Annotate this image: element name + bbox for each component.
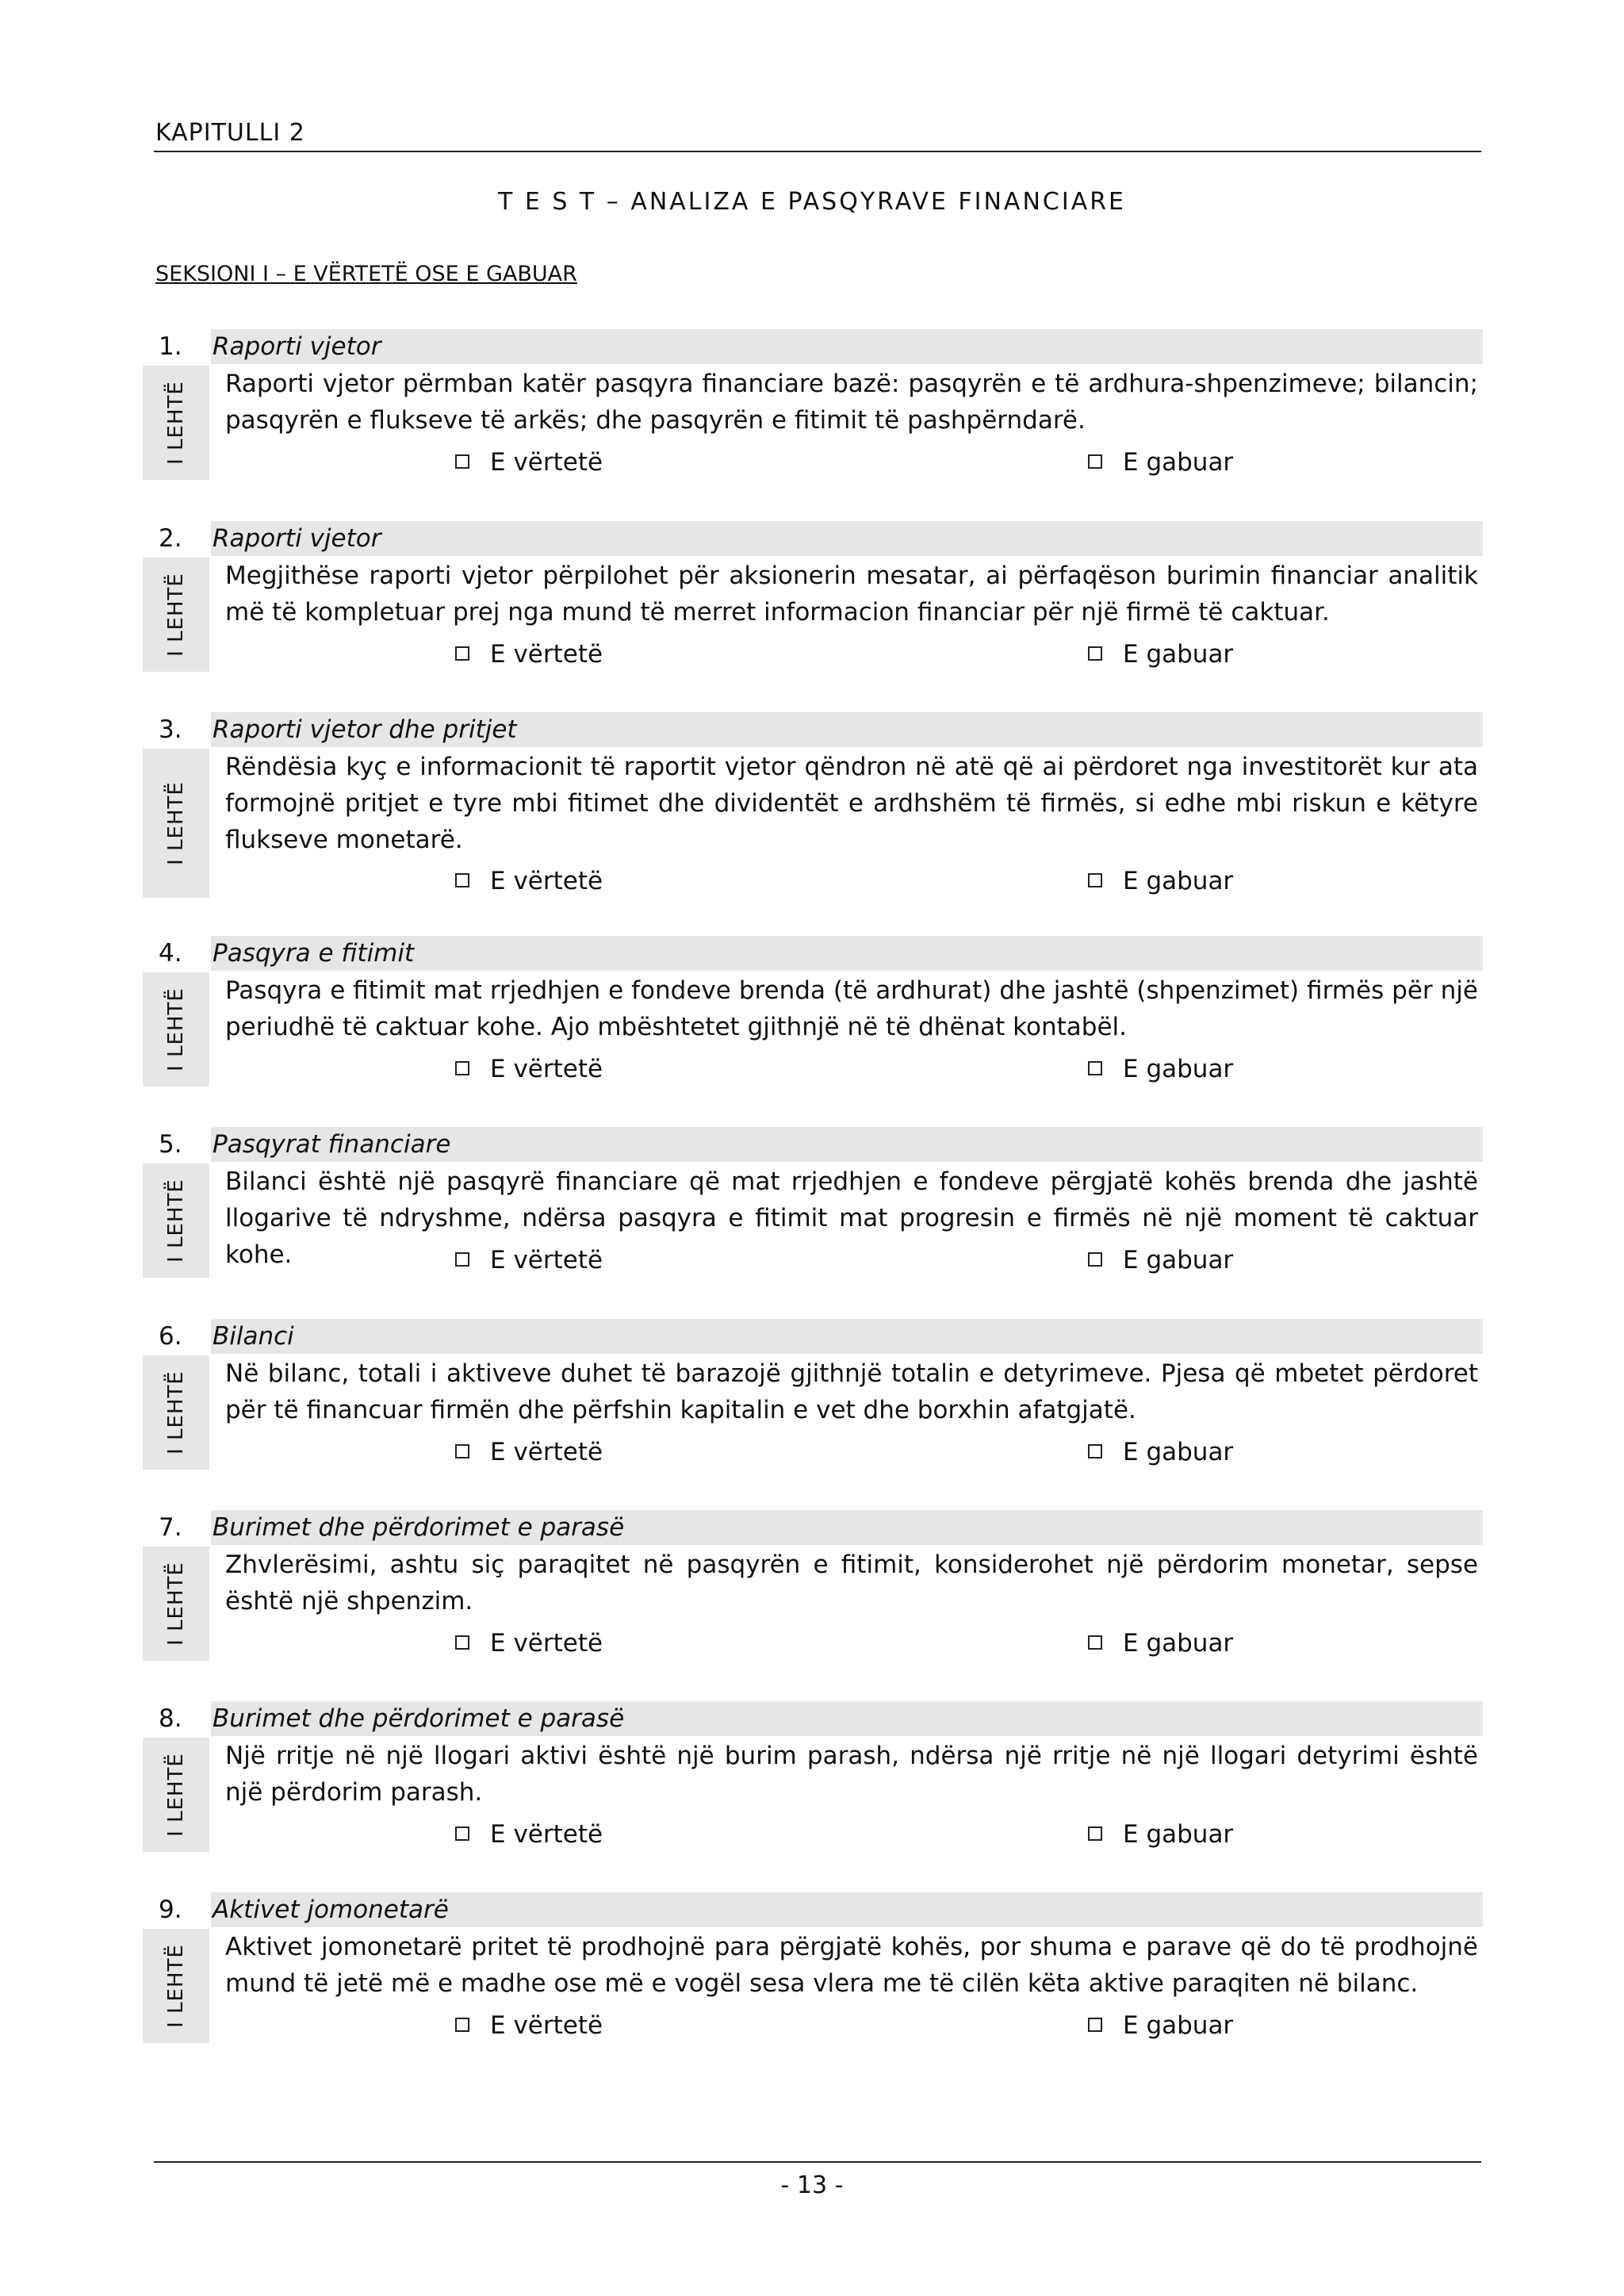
question-4 xyxy=(143,936,1483,1087)
difficulty-tag xyxy=(143,1929,209,2043)
difficulty-tag xyxy=(143,558,209,672)
question-7 xyxy=(143,1510,1483,1661)
checkbox-icon[interactable] xyxy=(1088,646,1102,661)
option-false[interactable] xyxy=(1088,2007,1233,2044)
option-true[interactable] xyxy=(455,2007,603,2044)
option-true-label: E vërtetë xyxy=(490,448,603,477)
checkbox-icon[interactable] xyxy=(1088,2018,1102,2032)
question-number: 4. xyxy=(159,939,182,968)
page-number: - 13 - xyxy=(780,2171,844,2199)
option-true-label: E vërtetë xyxy=(490,1629,603,1658)
difficulty-tag xyxy=(143,749,209,898)
checkbox-icon[interactable] xyxy=(455,1826,469,1841)
option-false-label: E gabuar xyxy=(1123,448,1234,477)
question-number: 1. xyxy=(159,332,182,361)
difficulty-label: I LEHTË xyxy=(164,1562,188,1646)
question-3 xyxy=(143,712,1483,899)
question-title: Burimet dhe përdorimet e parasë xyxy=(213,1704,625,1733)
option-false[interactable] xyxy=(1088,1242,1233,1278)
section-title: SEKSIONI I – E VËRTETË OSE E GABUAR xyxy=(155,262,577,286)
question-number: 2. xyxy=(159,524,182,553)
difficulty-label: I LEHTË xyxy=(164,1179,188,1263)
question-number: 9. xyxy=(159,1895,182,1924)
option-false-label: E gabuar xyxy=(1123,640,1234,669)
option-true-label: E vërtetë xyxy=(490,1055,603,1083)
option-false[interactable] xyxy=(1088,863,1233,899)
question-5 xyxy=(143,1127,1483,1278)
option-true-label: E vërtetë xyxy=(490,2011,603,2040)
header-rule xyxy=(154,151,1481,152)
difficulty-label: I LEHTË xyxy=(164,1753,188,1837)
question-number: 8. xyxy=(159,1704,182,1733)
difficulty-tag xyxy=(143,366,209,480)
option-false[interactable] xyxy=(1088,1051,1233,1087)
option-true[interactable] xyxy=(455,1242,603,1278)
test-title: T E S T – ANALIZA E PASQYRAVE FINANCIARE xyxy=(497,188,1127,216)
option-true[interactable] xyxy=(455,444,603,481)
option-true-label: E vërtetë xyxy=(490,867,603,895)
question-title-bar xyxy=(211,1127,1483,1162)
question-text: Aktivet jomonetarë pritet të prodhojnë para përgjatë kohës, por shuma e parave që do të prodhojnë mund të jetë më e madhe ose më e vogël sesa vlera me të cilën këta aktive paraqiten në bilanc. xyxy=(225,1933,1478,1998)
question-1 xyxy=(143,329,1483,480)
option-true[interactable] xyxy=(455,1816,603,1853)
option-false[interactable] xyxy=(1088,636,1233,673)
checkbox-icon[interactable] xyxy=(455,646,469,661)
difficulty-tag xyxy=(143,972,209,1087)
option-true-label: E vërtetë xyxy=(490,1820,603,1849)
question-title: Raporti vjetor dhe pritjet xyxy=(213,715,517,744)
checkbox-icon[interactable] xyxy=(1088,1635,1102,1650)
question-text: Në bilanc, totali i aktiveve duhet të barazojë gjithnjë totalin e detyrimeve. Pjesa që mbetet përdoret për të financuar firmën dhe përfshin kapitalin e vet dhe borxhin afatgjatë. xyxy=(225,1359,1478,1424)
question-text: Raporti vjetor përmban katër pasqyra financiare bazë: pasqyrën e të ardhura-shpenzimeve; bilancin; pasqyrën e flukseve të arkës; dhe pasqyrën e fitimit të pashpërndarë. xyxy=(225,370,1478,435)
question-title-bar xyxy=(211,1319,1483,1354)
checkbox-icon[interactable] xyxy=(1088,1444,1102,1458)
question-title-bar xyxy=(211,521,1483,556)
question-title: Pasqyrat financiare xyxy=(213,1130,451,1159)
checkbox-icon[interactable] xyxy=(455,1635,469,1650)
difficulty-label: I LEHTË xyxy=(164,1944,188,2028)
footer-rule xyxy=(154,2161,1481,2163)
checkbox-icon[interactable] xyxy=(455,454,469,469)
checkbox-icon[interactable] xyxy=(1088,873,1102,887)
checkbox-icon[interactable] xyxy=(455,2018,469,2032)
question-title: Raporti vjetor xyxy=(213,332,381,361)
chapter-heading: KAPITULLI 2 xyxy=(155,119,305,147)
option-false-label: E gabuar xyxy=(1123,1055,1234,1083)
question-number: 3. xyxy=(159,715,182,744)
question-number: 5. xyxy=(159,1130,182,1159)
question-6 xyxy=(143,1319,1483,1470)
question-title-bar xyxy=(211,1510,1483,1545)
question-text: Një rritje në një llogari aktivi është një burim parash, ndërsa një rritje në një llogari detyrimi është një përdorim parash. xyxy=(225,1742,1478,1807)
difficulty-label: I LEHTË xyxy=(164,573,188,657)
option-false[interactable] xyxy=(1088,1625,1233,1662)
option-false[interactable] xyxy=(1088,1434,1233,1470)
question-title: Bilanci xyxy=(213,1322,294,1351)
option-true[interactable] xyxy=(455,863,603,899)
difficulty-label: I LEHTË xyxy=(164,381,188,465)
difficulty-tag xyxy=(143,1547,209,1661)
question-title: Burimet dhe përdorimet e parasë xyxy=(213,1513,625,1542)
option-false[interactable] xyxy=(1088,1816,1233,1853)
question-title: Aktivet jomonetarë xyxy=(213,1895,449,1924)
option-false-label: E gabuar xyxy=(1123,1246,1234,1274)
option-true[interactable] xyxy=(455,636,603,673)
option-false[interactable] xyxy=(1088,444,1233,481)
difficulty-label: I LEHTË xyxy=(164,1370,188,1455)
checkbox-icon[interactable] xyxy=(455,873,469,887)
difficulty-label: I LEHTË xyxy=(164,781,188,865)
option-true-label: E vërtetë xyxy=(490,1246,603,1274)
question-text: Megjithëse raporti vjetor përpilohet për aksionerin mesatar, ai përfaqëson burimin financiar analitik më të kompletuar prej nga mund të merret informacion financiar për një firmë të caktuar. xyxy=(225,562,1478,627)
difficulty-tag xyxy=(143,1738,209,1852)
option-false-label: E gabuar xyxy=(1123,1438,1234,1466)
checkbox-icon[interactable] xyxy=(1088,1826,1102,1841)
option-false-label: E gabuar xyxy=(1123,1629,1234,1658)
option-true[interactable] xyxy=(455,1051,603,1087)
question-title-bar xyxy=(211,936,1483,971)
question-title: Pasqyra e fitimit xyxy=(213,939,415,968)
difficulty-label: I LEHTË xyxy=(164,987,188,1071)
question-text: Bilanci është një pasqyrë financiare që mat rrjedhjen e fondeve përgjatë kohës brenda dhe jashtë llogarive të ndryshme, ndërsa pasqyra e fitimit mat progresin e firmës në një moment të caktuar kohe. xyxy=(225,1167,1478,1269)
option-false-label: E gabuar xyxy=(1123,1820,1234,1849)
option-true-label: E vërtetë xyxy=(490,1438,603,1466)
question-title-bar xyxy=(211,329,1483,364)
question-title: Raporti vjetor xyxy=(213,524,381,553)
question-title-bar xyxy=(211,1701,1483,1736)
checkbox-icon[interactable] xyxy=(1088,1061,1102,1075)
question-title-bar xyxy=(211,712,1483,747)
option-false-label: E gabuar xyxy=(1123,867,1234,895)
checkbox-icon[interactable] xyxy=(1088,1252,1102,1267)
checkbox-icon[interactable] xyxy=(455,1061,469,1075)
checkbox-icon[interactable] xyxy=(455,1444,469,1458)
option-true-label: E vërtetë xyxy=(490,640,603,669)
checkbox-icon[interactable] xyxy=(455,1252,469,1267)
difficulty-tag xyxy=(143,1163,209,1278)
question-text: Zhvlerësimi, ashtu siç paraqitet në pasqyrën e fitimit, konsiderohet një përdorim monetar, sepse është një shpenzim. xyxy=(225,1550,1478,1616)
question-8 xyxy=(143,1701,1483,1852)
option-true[interactable] xyxy=(455,1625,603,1662)
option-true[interactable] xyxy=(455,1434,603,1470)
difficulty-tag xyxy=(143,1355,209,1470)
option-false-label: E gabuar xyxy=(1123,2011,1234,2040)
question-2 xyxy=(143,521,1483,672)
question-text: Rëndësia kyç e informacionit të raportit vjetor qëndron në atë që ai përdoret nga investitorët kur ata formojnë pritjet e tyre mbi fitimet dhe dividentët e ardhshëm të firmës, si edhe mbi riskun e këtyre flukseve monetarë. xyxy=(225,753,1478,854)
checkbox-icon[interactable] xyxy=(1088,454,1102,469)
question-title-bar xyxy=(211,1892,1483,1927)
question-9 xyxy=(143,1892,1483,2043)
question-number: 7. xyxy=(159,1513,182,1542)
question-text: Pasqyra e fitimit mat rrjedhjen e fondeve brenda (të ardhurat) dhe jashtë (shpenzimet) firmës për një periudhë të caktuar kohe. Ajo mbështetet gjithnjë në të dhënat kontabël. xyxy=(225,976,1478,1041)
question-number: 6. xyxy=(159,1322,182,1351)
